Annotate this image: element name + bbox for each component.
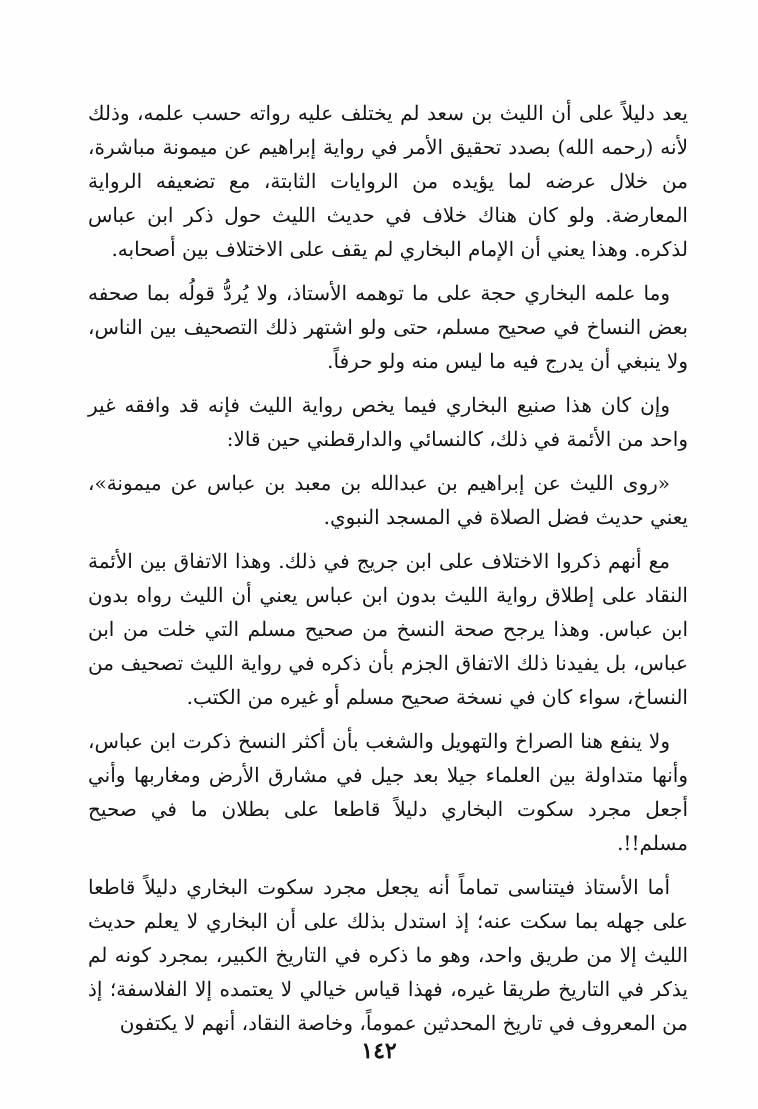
paragraph-3: وإن كان هذا صنيع البخاري فيما يخص رواية الليث فإنه قد وافقه غير واحد من الأئمة في ذلك، كالنسائي والدارقطني حين قالا:	[88, 393, 688, 451]
paragraph-5: مع أنهم ذكروا الاختلاف على ابن جريج في ذلك. وهذا الاتفاق بين الأئمة النقاد على إطلاق رواية الليث بدون ابن عباس يعني أن الليث رواه بدون ابن عباس. وهذا يرجح صحة النسخ من صحيح مسلم التي خلت من ابن عباس، بل يفيدنا ذلك الاتفاق الجزم بأن ذكره في رواية الليث تصحيف من النساخ، سواء كان في نسخة صحيح مسلم أو غيره من الكتب.	[88, 549, 688, 709]
paragraph-4-quote: «روى الليث عن إبراهيم بن عبدالله بن معبد بن عباس عن ميمونة»، يعني حديث فضل الصلاة في المسجد النبوي.	[88, 471, 688, 529]
paragraph-1: يعد دليلاً على أن الليث بن سعد لم يختلف عليه رواته حسب علمه، وذلك لأنه (رحمه الله) بصدد تحقيق الأمر في رواية إبراهيم عن ميمونة مباشرة، من خلال عرضه لما يؤيده من الروايات الثابتة، مع تضعيفه الرواية المعارضة. ولو كان هناك خلاف في حديث الليث حول ذكر ابن عباس لذكره. وهذا يعني أن الإمام البخاري لم يقف على الاختلاف بين أصحابه.	[88, 101, 688, 261]
page-number: ١٤٢	[361, 1038, 397, 1064]
paragraph-7: أما الأستاذ فيتناسى تماماً أنه يجعل مجرد سكوت البخاري دليلاً قاطعا على جهله بما سكت عنه؛ إذ استدل بذلك على أن البخاري لا يعلم حديث الليث إلا من طريق واحد، وهو ما ذكره في التاريخ الكبير، بمجرد كونه لم يذكر في التاريخ طريقا غيره، فهذا قياس خيالي لا يعتمده إلا الفلاسفة؛ إذ من المعروف في تاريخ المحدثين عموماً، وخاصة النقاد، أنهم لا يكتفون	[88, 875, 688, 1035]
paragraph-2: وما علمه البخاري حجة على ما توهمه الأستاذ، ولا يُردُّ قولُه بما صحفه بعض النساخ في صحيح مسلم، حتى ولو اشتهر ذلك التصحيف بين الناس، ولا ينبغي أن يدرج فيه ما ليس منه ولو حرفاً.	[88, 281, 688, 373]
body-text	[88, 96, 688, 1050]
paragraph-6: ولا ينفع هنا الصراخ والتهويل والشغب بأن أكثر النسخ ذكرت ابن عباس، وأنها متداولة بين العلماء جيلا بعد جيل في مشارق الأرض ومغاربها وأني أجعل مجرد سكوت البخاري دليلاً قاطعا على بطلان ما في صحيح مسلم!!.	[88, 729, 688, 855]
